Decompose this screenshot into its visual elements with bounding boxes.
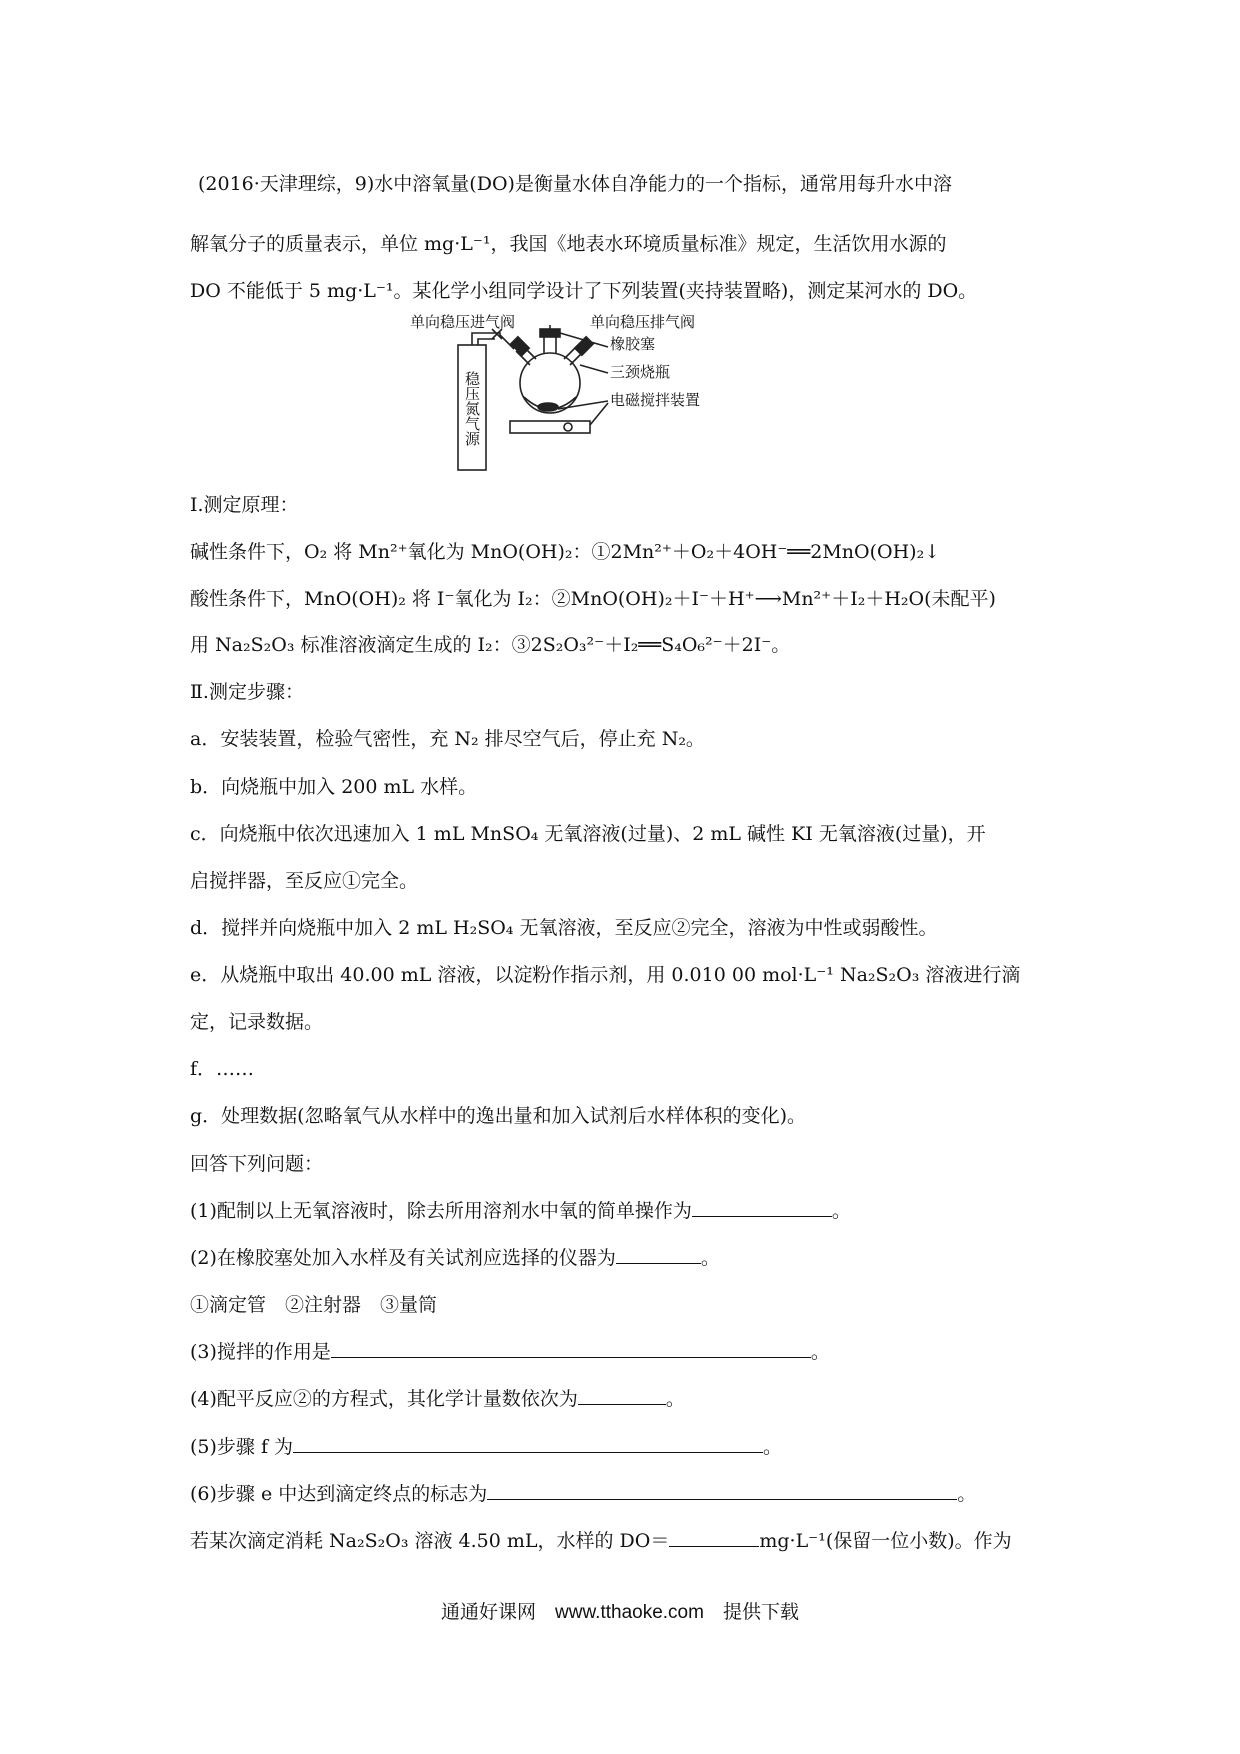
answer-blank-1[interactable] — [692, 1196, 832, 1217]
question-1-end: 。 — [831, 1200, 851, 1222]
rubber-stopper-shape — [540, 329, 560, 337]
step-f: f．…… — [190, 1058, 255, 1080]
step-c-line-2: 启搅拌器，至反应①完全。 — [190, 870, 419, 892]
question-7-end: mg·L⁻¹(保留一位小数)。作为 — [759, 1530, 1012, 1552]
step-g: g．处理数据(忽略氧气从水样中的逸出量和加入试剂后水样体积的变化)。 — [190, 1105, 806, 1127]
section-2-heading: Ⅱ.测定步骤： — [190, 681, 304, 703]
question-3 — [190, 1336, 1060, 1368]
intro-line-2: 解氧分子的质量表示，单位 mg·L⁻¹，我国《地表水环境质量标准》规定，生活饮用水源的 — [190, 233, 947, 255]
answer-blank-2[interactable] — [616, 1243, 701, 1264]
step-e-line-2: 定，记录数据。 — [190, 1011, 324, 1033]
magnetic-stirrer-shape — [510, 421, 590, 433]
question-5-text: (5)步骤 f 为 — [190, 1436, 294, 1458]
questions-heading: 回答下列问题： — [190, 1153, 324, 1175]
intro-line-3: DO 不能低于 5 mg·L⁻¹。某化学小组同学设计了下列装置(夹持装置略)，测定某河水的 DO。 — [190, 280, 978, 302]
question-7 — [190, 1525, 1060, 1557]
stirrer-label: 电磁搅拌装置 — [610, 391, 701, 409]
step-b: b．向烧瓶中加入 200 mL 水样。 — [190, 776, 478, 798]
answer-blank-6[interactable] — [487, 1479, 957, 1500]
stopper-label: 橡胶塞 — [610, 335, 656, 353]
question-7-text: 若某次滴定消耗 Na₂S₂O₃ 溶液 4.50 mL，水样的 DO＝ — [190, 1530, 670, 1552]
question-3-end: 。 — [810, 1341, 830, 1363]
footer-credit: 通通好课网 www.tthaoke.com 提供下载 — [441, 1602, 799, 1623]
nitrogen-source-label: 稳压氮气源 — [463, 371, 481, 446]
principle-line-3: 用 Na₂S₂O₃ 标准溶液滴定生成的 I₂：③2S₂O₃²⁻＋I₂══S₄O₆²⁻＋2I⁻。 — [190, 634, 791, 656]
step-c-line-1: c．向烧瓶中依次迅速加入 1 mL MnSO₄ 无氧溶液(过量)、2 mL 碱性 KI 无氧溶液(过量)，开 — [190, 823, 986, 845]
question-5-end: 。 — [763, 1436, 783, 1458]
answer-blank-4[interactable] — [578, 1384, 666, 1405]
question-2-text: (2)在橡胶塞处加入水样及有关试剂应选择的仪器为 — [190, 1247, 616, 1269]
outlet-valve-label: 单向稳压排气阀 — [590, 313, 696, 331]
question-6-end: 。 — [957, 1483, 977, 1505]
question-4-end: 。 — [665, 1388, 685, 1410]
question-1-text: (1)配制以上无氧溶液时，除去所用溶剂水中氧的简单操作为 — [190, 1200, 692, 1222]
principle-line-2: 酸性条件下，MnO(OH)₂ 将 I⁻氧化为 I₂：②MnO(OH)₂＋I⁻＋H⁺⟶Mn²⁺＋I₂＋H₂O(未配平) — [190, 588, 996, 610]
question-1 — [190, 1195, 1060, 1227]
question-2 — [190, 1242, 1060, 1274]
step-d: d．搅拌并向烧瓶中加入 2 mL H₂SO₄ 无氧溶液，至反应②完全，溶液为中性或弱酸性。 — [190, 917, 938, 939]
answer-blank-7[interactable] — [669, 1526, 759, 1547]
question-4-text: (4)配平反应②的方程式，其化学计量数依次为 — [190, 1388, 578, 1410]
intro-line-1: (2016·天津理综，9)水中溶氧量(DO)是衡量水体自净能力的一个指标，通常用每升水中溶 — [198, 173, 952, 195]
question-4 — [190, 1383, 1060, 1415]
step-e-line-1: e．从烧瓶中取出 40.00 mL 溶液，以淀粉作指示剂，用 0.010 00 mol·L⁻¹ Na₂S₂O₃ 溶液进行滴 — [190, 964, 1021, 986]
principle-line-1: 碱性条件下，O₂ 将 Mn²⁺氧化为 MnO(OH)₂：①2Mn²⁺＋O₂＋4OH⁻══2MnO(OH)₂↓ — [190, 541, 941, 563]
question-3-text: (3)搅拌的作用是 — [190, 1341, 331, 1363]
question-2-end: 。 — [700, 1247, 720, 1269]
question-5 — [190, 1431, 1060, 1463]
section-1-heading: Ⅰ.测定原理： — [190, 494, 299, 516]
question-6-text: (6)步骤 e 中达到滴定终点的标志为 — [190, 1483, 488, 1505]
inlet-valve-label: 单向稳压进气阀 — [410, 313, 516, 331]
apparatus-diagram — [410, 313, 800, 475]
question-6 — [190, 1478, 1060, 1510]
answer-blank-3[interactable] — [331, 1337, 811, 1358]
flask-label: 三颈烧瓶 — [610, 363, 671, 381]
answer-blank-5[interactable] — [293, 1432, 763, 1453]
question-2-options: ①滴定管 ②注射器 ③量筒 — [190, 1294, 438, 1316]
step-a: a．安装装置，检验气密性，充 N₂ 排尽空气后，停止充 N₂。 — [190, 728, 705, 750]
